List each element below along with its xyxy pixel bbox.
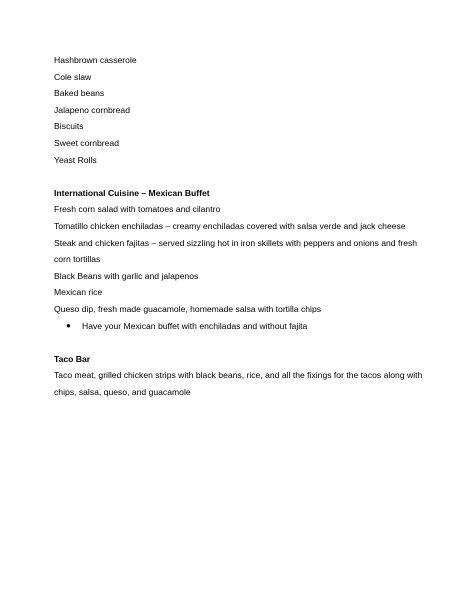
list-item: Cole slaw — [54, 71, 92, 82]
bullet-note — [54, 318, 434, 335]
menu-item: Tomatillo chicken enchiladas – creamy enchiladas covered with salsa verde and jack cheese — [54, 220, 406, 231]
bullet-icon: ● — [66, 320, 71, 330]
spacer — [54, 168, 434, 185]
document-page — [54, 52, 434, 400]
list-item: Sweet cornbread — [54, 137, 119, 148]
list-item: Jalapeno cornbread — [54, 104, 130, 115]
section-heading: Taco Bar — [54, 353, 91, 364]
menu-item: Mexican rice — [54, 287, 103, 298]
list-item: Yeast Rolls — [54, 154, 97, 165]
section-description: Taco meat, grilled chicken strips with black beans, rice, and all the fixings for the tacos along with chips, salsa, queso, and guacamole — [54, 370, 423, 397]
section-heading: International Cuisine – Mexican Buffet — [54, 187, 210, 198]
menu-item: Queso dip, fresh made guacamole, homemade salsa with tortilla chips — [54, 303, 322, 314]
menu-item: Fresh corn salad with tomatoes and cilantro — [54, 204, 221, 215]
spacer — [54, 334, 434, 351]
list-item: Biscuits — [54, 121, 84, 132]
menu-item: Black Beans with garlic and jalapenos — [54, 270, 199, 281]
side-dishes-list — [54, 52, 434, 168]
list-item: Baked beans — [54, 88, 105, 99]
list-item: Hashbrown casserole — [54, 55, 137, 65]
mexican-buffet-section — [54, 185, 434, 334]
taco-bar-section — [54, 351, 434, 401]
menu-item: Steak and chicken fajitas – served sizzling hot in iron skillets with peppers and onions and fresh corn tortillas — [54, 237, 418, 265]
bullet-text: Have your Mexican buffet with enchiladas and without fajita — [82, 320, 308, 331]
